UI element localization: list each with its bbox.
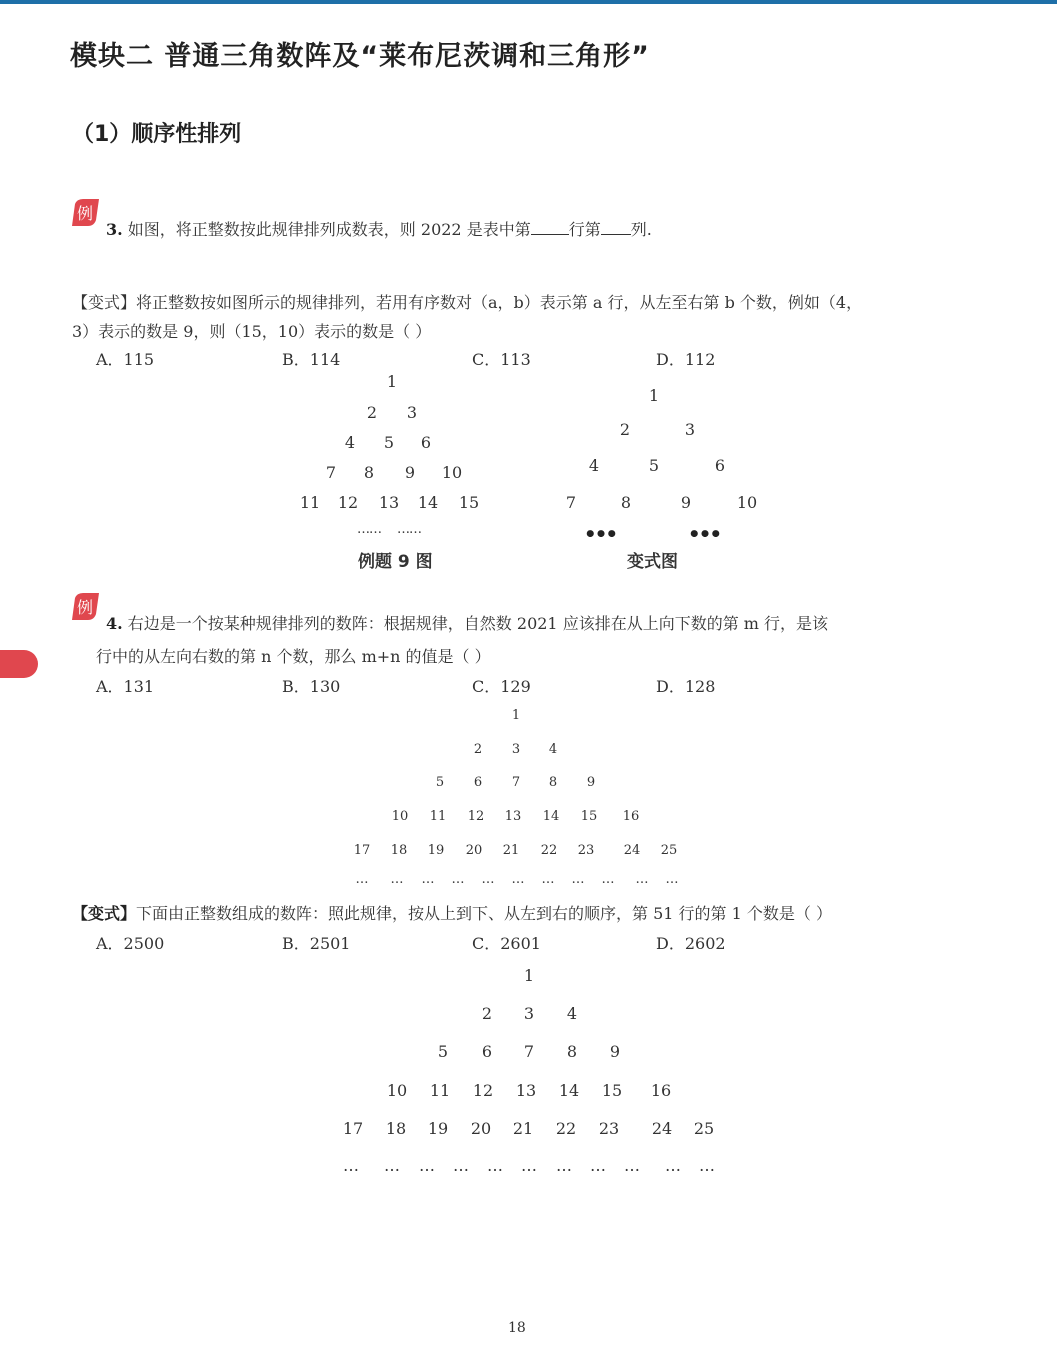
array-number: 24 <box>651 1119 673 1138</box>
array-number: 25 <box>693 1119 715 1138</box>
variant-1-text: 3）表示的数是 9，则（15，10）表示的数是（ ） <box>72 322 432 341</box>
array-number: 11 <box>299 493 321 512</box>
continuation-dots: … <box>511 872 525 887</box>
array-number: 3 <box>511 742 521 757</box>
array-number: 13 <box>378 493 400 512</box>
array-number: 10 <box>441 463 463 482</box>
array-number: 1 <box>648 386 660 405</box>
module-title: 模块二 普通三角数阵及“莱布尼茨调和三角形” <box>70 41 650 72</box>
array-number: 20 <box>470 1119 492 1138</box>
array-number: 13 <box>515 1081 537 1100</box>
continuation-dots: …… <box>357 522 381 537</box>
array-number: 7 <box>511 775 521 790</box>
array-number: 19 <box>427 843 445 858</box>
array-number: 5 <box>435 775 445 790</box>
question-number: 4. <box>106 614 123 633</box>
question-text: 右边是一个按某种规律排列的数阵：根据规律，自然数 2021 应该排在从上向下数的第 m 行，是该 <box>127 614 829 633</box>
question-text: 行第 <box>568 220 601 239</box>
continuation-dots: … <box>421 872 435 887</box>
option-b[interactable]: B．2501 <box>282 934 351 953</box>
continuation-dots: … <box>624 1156 640 1175</box>
continuation-dots: … <box>556 1156 572 1175</box>
array-number: 21 <box>502 843 520 858</box>
question-4 <box>106 611 828 634</box>
figure-caption: 例题 9 图 <box>358 552 433 572</box>
array-number: 5 <box>383 433 395 452</box>
array-number: 16 <box>650 1081 672 1100</box>
array-number: 15 <box>601 1081 623 1100</box>
continuation-dots: … <box>571 872 585 887</box>
question-text: 如图，将正整数按此规律排列成数表，则 2022 是表中第 <box>127 220 531 239</box>
array-number: 17 <box>342 1119 364 1138</box>
continuation-dots: … <box>541 872 555 887</box>
array-number: 7 <box>565 493 577 512</box>
array-number: 4 <box>344 433 356 452</box>
array-number: 9 <box>680 493 692 512</box>
array-number: 7 <box>523 1042 535 1061</box>
array-number: 15 <box>580 809 598 824</box>
continuation-dots: ••• <box>583 522 617 546</box>
figure-caption: 变式图 <box>627 552 678 572</box>
array-number: 13 <box>504 809 522 824</box>
array-number: 12 <box>467 809 485 824</box>
continuation-dots: … <box>635 872 649 887</box>
option-c[interactable]: C．129 <box>472 677 531 696</box>
option-a[interactable]: A．131 <box>96 677 155 696</box>
badge-text: 例 <box>76 598 94 617</box>
continuation-dots: … <box>384 1156 400 1175</box>
continuation-dots: … <box>355 872 369 887</box>
option-c[interactable]: C．2601 <box>472 934 541 953</box>
array-number: 2 <box>481 1004 493 1023</box>
array-number: 12 <box>472 1081 494 1100</box>
variant-1-text: 【变式】将正整数按如图所示的规律排列，若用有序数对（a，b）表示第 a 行，从左至右第 b 个数，例如（4， <box>72 293 863 312</box>
example-badge-icon <box>68 196 102 230</box>
array-number: 11 <box>429 1081 451 1100</box>
option-b[interactable]: B．130 <box>282 677 341 696</box>
array-number: 23 <box>577 843 595 858</box>
continuation-dots: … <box>590 1156 606 1175</box>
array-number: 2 <box>366 403 378 422</box>
array-number: 6 <box>481 1042 493 1061</box>
array-number: 4 <box>588 456 600 475</box>
continuation-dots: … <box>481 872 495 887</box>
option-b[interactable]: B．114 <box>282 350 341 369</box>
array-number: 17 <box>353 843 371 858</box>
array-number: 7 <box>325 463 337 482</box>
continuation-dots: …… <box>397 522 421 537</box>
array-number: 25 <box>660 843 678 858</box>
array-number: 6 <box>714 456 726 475</box>
array-number: 4 <box>548 742 558 757</box>
array-number: 5 <box>437 1042 449 1061</box>
continuation-dots: … <box>601 872 615 887</box>
array-number: 18 <box>385 1119 407 1138</box>
variant-2-text <box>72 901 832 924</box>
continuation-dots: … <box>343 1156 359 1175</box>
array-number: 3 <box>406 403 418 422</box>
array-number: 19 <box>427 1119 449 1138</box>
continuation-dots: … <box>453 1156 469 1175</box>
top-accent-bar <box>0 0 1057 4</box>
variant-question: 下面由正整数组成的数阵：照此规律，按从上到下、从左到右的顺序，第 51 行的第 1 个数是（ ） <box>136 904 832 923</box>
continuation-dots: … <box>665 872 679 887</box>
array-number: 9 <box>609 1042 621 1061</box>
option-c[interactable]: C．113 <box>472 350 531 369</box>
question-text: 列. <box>630 220 652 239</box>
array-number: 23 <box>598 1119 620 1138</box>
array-number: 6 <box>420 433 432 452</box>
array-number: 22 <box>540 843 558 858</box>
array-number: 8 <box>548 775 558 790</box>
array-number: 20 <box>465 843 483 858</box>
badge-text: 例 <box>76 204 94 223</box>
question-4-line2: 行中的从左向右数的第 n 个数，那么 m+n 的值是（ ） <box>96 647 491 666</box>
array-number: 1 <box>523 966 535 985</box>
continuation-dots: ••• <box>687 522 721 546</box>
question-3 <box>106 217 652 240</box>
array-number: 3 <box>523 1004 535 1023</box>
array-number: 18 <box>390 843 408 858</box>
option-d[interactable]: D．112 <box>656 350 716 369</box>
array-number: 16 <box>622 809 640 824</box>
array-number: 24 <box>623 843 641 858</box>
array-number: 10 <box>736 493 758 512</box>
array-number: 21 <box>512 1119 534 1138</box>
option-a[interactable]: A．115 <box>96 350 155 369</box>
array-number: 2 <box>473 742 483 757</box>
continuation-dots: … <box>419 1156 435 1175</box>
continuation-dots: … <box>451 872 465 887</box>
example-badge-icon <box>68 590 102 624</box>
array-number: 9 <box>586 775 596 790</box>
array-number: 5 <box>648 456 660 475</box>
continuation-dots: … <box>521 1156 537 1175</box>
continuation-dots: … <box>665 1156 681 1175</box>
variant-label: 【变式】 <box>72 904 137 923</box>
answer-blank[interactable] <box>601 220 631 235</box>
array-number: 14 <box>558 1081 580 1100</box>
array-number: 1 <box>386 372 398 391</box>
array-number: 22 <box>555 1119 577 1138</box>
continuation-dots: … <box>390 872 404 887</box>
array-number: 14 <box>417 493 439 512</box>
array-number: 8 <box>620 493 632 512</box>
array-number: 12 <box>337 493 359 512</box>
option-a[interactable]: A．2500 <box>96 934 165 953</box>
answer-blank[interactable] <box>531 220 569 235</box>
array-number: 9 <box>404 463 416 482</box>
array-number: 3 <box>684 420 696 439</box>
array-number: 11 <box>429 809 447 824</box>
continuation-dots: … <box>487 1156 503 1175</box>
array-number: 15 <box>458 493 480 512</box>
array-number: 2 <box>619 420 631 439</box>
section-title: （1）顺序性排列 <box>72 122 242 147</box>
array-number: 1 <box>511 708 521 723</box>
array-number: 4 <box>566 1004 578 1023</box>
continuation-dots: … <box>699 1156 715 1175</box>
array-number: 8 <box>566 1042 578 1061</box>
question-number: 3. <box>106 220 123 239</box>
side-bookmark-tab[interactable] <box>0 650 38 678</box>
option-d[interactable]: D．2602 <box>656 934 726 953</box>
option-d[interactable]: D．128 <box>656 677 716 696</box>
array-number: 10 <box>386 1081 408 1100</box>
array-number: 14 <box>542 809 560 824</box>
array-number: 10 <box>391 809 409 824</box>
page-number: 18 <box>508 1320 526 1336</box>
array-number: 6 <box>473 775 483 790</box>
array-number: 8 <box>363 463 375 482</box>
